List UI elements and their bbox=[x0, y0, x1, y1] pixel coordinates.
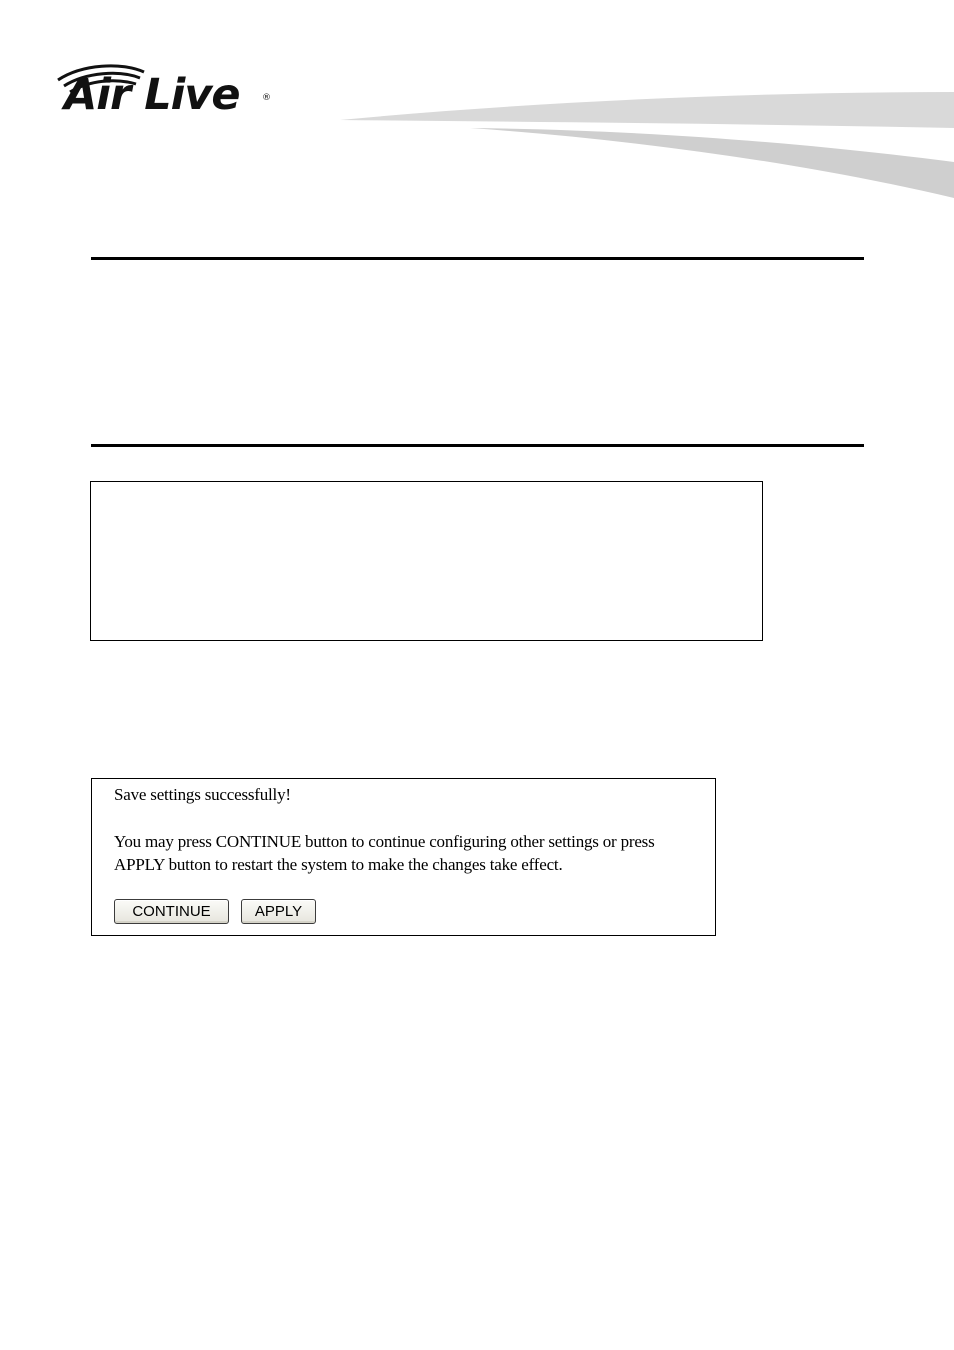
dialog-message bbox=[114, 830, 714, 876]
dialog-message-line-2: APPLY button to restart the system to make the changes take effect. bbox=[114, 855, 563, 874]
dialog-title: Save settings successfully! bbox=[114, 785, 291, 804]
save-settings-dialog bbox=[91, 778, 716, 936]
top-divider bbox=[91, 257, 864, 260]
section-divider bbox=[91, 444, 864, 447]
note-box bbox=[90, 481, 763, 641]
logo-wordmark: Air Live bbox=[64, 70, 240, 120]
apply-button[interactable]: APPLY bbox=[241, 899, 316, 924]
registered-mark: ® bbox=[262, 93, 271, 103]
airlive-logo bbox=[50, 60, 290, 130]
dialog-message-line-1: You may press CONTINUE button to continue configuring other settings or press bbox=[114, 832, 655, 851]
continue-button[interactable]: CONTINUE bbox=[114, 899, 229, 924]
header-swoosh-graphic bbox=[330, 80, 954, 210]
